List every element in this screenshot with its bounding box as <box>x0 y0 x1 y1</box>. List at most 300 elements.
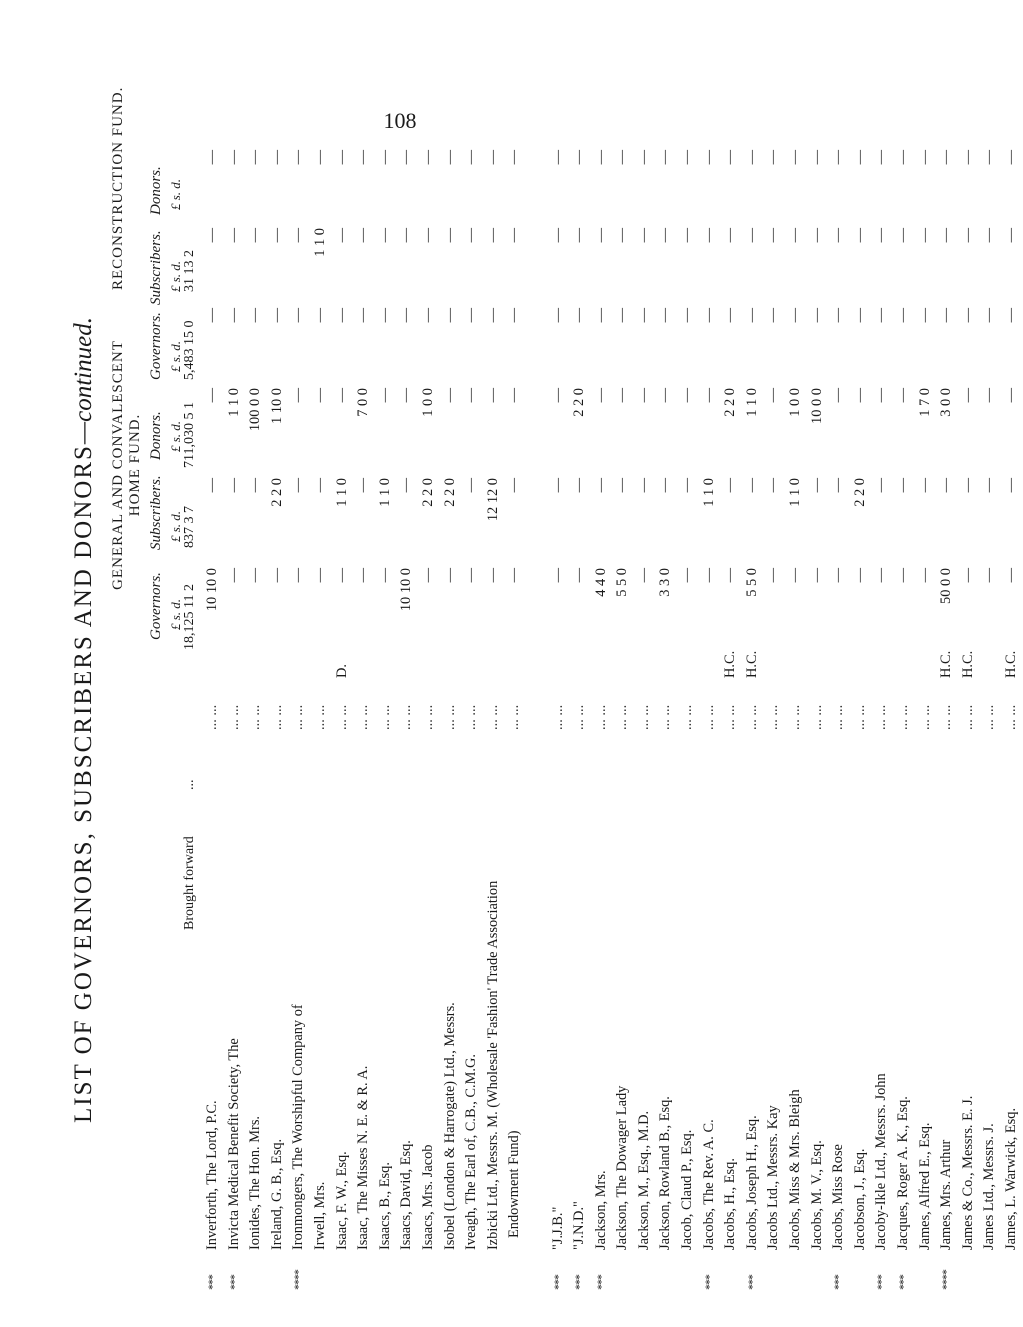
amount-cell: — <box>1002 308 1019 323</box>
amount-cell: 10 10 0 <box>398 568 415 612</box>
table-row <box>958 150 980 1290</box>
amount-cell: — <box>311 388 328 403</box>
amount-cell: — <box>959 478 976 493</box>
amount-cell: — <box>290 308 307 323</box>
row-name: James, Alfred E., Esq. <box>916 1122 933 1250</box>
leader-dots: ... ... <box>916 704 933 730</box>
leader-dots: ... ... <box>463 704 480 730</box>
amount-cell: — <box>225 568 242 583</box>
amount-cell: — <box>765 308 782 323</box>
table-row <box>1001 150 1023 1290</box>
amount-cell: — <box>355 228 372 243</box>
amount-cell: — <box>787 150 804 165</box>
row-name: Jackson, The Dowager Lady <box>614 1085 631 1250</box>
leader-dots: ... ... <box>484 704 501 730</box>
table-row <box>763 150 785 1290</box>
table-row <box>569 150 591 1290</box>
amount-cell: — <box>938 150 955 165</box>
amount-cell: — <box>851 308 868 323</box>
amount-cell: — <box>268 568 285 583</box>
leader-dots: ... ... <box>657 704 674 730</box>
brought-forward-subscribers: 837 3 7 <box>182 506 197 548</box>
amount-cell: — <box>549 308 566 323</box>
leader-dots: ... ... <box>311 704 328 730</box>
row-name: Isaac, F. W., Esq. <box>333 1151 350 1250</box>
row-name: Jacobson, J., Esq. <box>851 1148 868 1250</box>
row-name: James & Co., Messrs. E. J. <box>959 1095 976 1250</box>
amount-cell: — <box>311 150 328 165</box>
hc-mark: H.C. <box>1002 650 1019 678</box>
amount-cell: — <box>981 308 998 323</box>
amount-cell: — <box>679 228 696 243</box>
amount-cell: — <box>916 150 933 165</box>
amount-cell: — <box>311 568 328 583</box>
amount-cell: — <box>571 228 588 243</box>
amount-cell: — <box>873 568 890 583</box>
leader-dots: ... ... <box>398 704 415 730</box>
leader-dots: ... ... <box>290 704 307 730</box>
amount-cell: — <box>743 228 760 243</box>
amount-cell: — <box>204 228 220 243</box>
amount-cell: — <box>441 228 458 243</box>
amount-cell: — <box>679 308 696 323</box>
amount-cell: — <box>311 478 328 493</box>
brought-forward-dots: ... <box>182 779 197 790</box>
leader-dots: ... ... <box>571 704 588 730</box>
amount-cell: — <box>225 228 242 243</box>
amount-cell: — <box>549 150 566 165</box>
amount-cell: — <box>851 228 868 243</box>
amount-cell: — <box>247 568 264 583</box>
amount-cell: — <box>657 150 674 165</box>
amount-cell: — <box>311 308 328 323</box>
table-row <box>440 150 462 1290</box>
p-mark: D. <box>333 664 350 678</box>
table-row <box>828 150 850 1290</box>
leader-dots: ... ... <box>506 704 523 730</box>
amount-cell: — <box>830 308 847 323</box>
leader-dots: ... ... <box>722 704 739 730</box>
amount-cell: 1 1 0 <box>225 388 242 417</box>
amount-cell: 1 1 0 <box>376 478 393 507</box>
amount-cell: 1 1 0 <box>333 478 350 507</box>
amount-cell: — <box>398 478 415 493</box>
leader-dots: ... ... <box>679 704 696 730</box>
leader-dots: ... ... <box>700 704 717 730</box>
amount-cell: — <box>895 308 911 323</box>
amount-cell: — <box>506 308 523 323</box>
amount-cell: 2 2 0 <box>419 478 436 507</box>
row-name: Isobel (London & Harrogate) Ltd., Messrs. <box>441 1002 458 1250</box>
amount-cell: — <box>355 478 372 493</box>
row-mark: *** <box>831 1275 846 1290</box>
amount-cell: — <box>722 568 739 583</box>
amount-cell: — <box>679 150 696 165</box>
column-header-donors-recon: Donors. <box>148 166 164 215</box>
amount-cell: — <box>225 308 242 323</box>
amount-cell: — <box>895 388 911 403</box>
amount-cell: — <box>873 228 890 243</box>
amount-cell: — <box>808 568 825 583</box>
table-row <box>979 150 1001 1290</box>
units-label: £ s. d. <box>168 598 183 630</box>
amount-cell: — <box>679 568 696 583</box>
amount-cell: — <box>916 308 933 323</box>
amount-cell: — <box>333 568 350 583</box>
amount-cell: — <box>830 388 847 403</box>
amount-cell: — <box>830 478 847 493</box>
amount-cell: — <box>592 150 609 165</box>
amount-cell: — <box>700 150 717 165</box>
amount-cell: — <box>247 478 264 493</box>
row-name: James Ltd., Messrs. J. <box>981 1123 998 1250</box>
leader-dots: ... ... <box>355 704 372 730</box>
amount-cell: — <box>787 568 804 583</box>
row-name: Isaacs, B., Esq. <box>376 1162 393 1250</box>
amount-cell: — <box>355 150 372 165</box>
amount-cell: — <box>614 478 631 493</box>
row-name: Jacobs, H., Esq. <box>722 1158 739 1250</box>
amount-cell: — <box>895 568 911 583</box>
amount-cell: — <box>290 150 307 165</box>
table-row <box>915 150 937 1290</box>
amount-cell: — <box>398 228 415 243</box>
leader-dots: ... ... <box>765 704 782 730</box>
page-number: 108 <box>383 108 417 133</box>
row-name: Jacobs, The Rev. A. C. <box>700 1119 717 1250</box>
amount-cell: — <box>333 308 350 323</box>
amount-cell: — <box>506 478 523 493</box>
amount-cell: — <box>743 478 760 493</box>
amount-cell: 1 1 0 <box>787 478 804 507</box>
amount-cell: — <box>484 228 501 243</box>
leader-dots: ... ... <box>333 704 350 730</box>
amount-cell: — <box>830 228 847 243</box>
amount-cell: — <box>506 568 523 583</box>
column-header-donors: Donors. <box>148 411 164 460</box>
amount-cell: — <box>938 228 955 243</box>
table-row <box>936 150 958 1290</box>
amount-cell: — <box>419 228 436 243</box>
leader-dots: ... ... <box>787 704 804 730</box>
amount-cell: — <box>441 568 458 583</box>
table-row <box>310 150 332 1290</box>
amount-cell: — <box>635 308 652 323</box>
amount-cell: — <box>743 150 760 165</box>
table-row <box>699 150 721 1290</box>
amount-cell: — <box>204 150 220 165</box>
amount-cell: — <box>247 308 264 323</box>
amount-cell: — <box>441 308 458 323</box>
leader-dots: ... ... <box>981 704 998 730</box>
leader-dots: ... ... <box>830 704 847 730</box>
row-mark: *** <box>593 1275 608 1290</box>
amount-cell: — <box>225 150 242 165</box>
table-row <box>375 150 397 1290</box>
amount-cell: — <box>700 228 717 243</box>
amount-cell: — <box>959 228 976 243</box>
amount-cell: 2 2 0 <box>441 478 458 507</box>
amount-cell: — <box>463 388 480 403</box>
amount-cell: — <box>1002 388 1019 403</box>
amount-cell: — <box>333 150 350 165</box>
row-name: Jacques, Roger A. K., Esq. <box>895 1096 911 1250</box>
amount-cell: — <box>549 228 566 243</box>
amount-cell: — <box>268 228 285 243</box>
amount-cell: 5 5 0 <box>743 568 760 597</box>
amount-cell: — <box>873 478 890 493</box>
row-mark: *** <box>226 1275 241 1290</box>
amount-cell: 100 0 0 <box>247 388 264 432</box>
amount-cell: — <box>549 478 566 493</box>
table-row <box>742 150 764 1290</box>
amount-cell: — <box>398 150 415 165</box>
amount-cell: — <box>506 228 523 243</box>
amount-cell: 2 2 0 <box>571 388 588 417</box>
amount-cell: — <box>873 308 890 323</box>
row-mark: **** <box>291 1270 306 1290</box>
amount-cell: — <box>355 308 372 323</box>
amount-cell: — <box>463 228 480 243</box>
amount-cell: — <box>635 150 652 165</box>
table-row <box>677 150 699 1290</box>
amount-cell: 2 2 0 <box>268 478 285 507</box>
amount-cell: — <box>204 478 220 493</box>
group-heading-general-line2: HOME FUND. <box>127 413 143 517</box>
row-name: "J.N.D." <box>571 1201 588 1250</box>
amount-cell: — <box>614 228 631 243</box>
amount-cell: — <box>571 478 588 493</box>
amount-cell: — <box>225 478 242 493</box>
amount-cell: — <box>1002 478 1019 493</box>
brought-forward-governors-recon: 5,483 15 0 <box>182 320 197 380</box>
leader-dots: ... ... <box>895 704 911 730</box>
brought-forward-donors: 711,030 5 1 <box>182 402 197 468</box>
leader-dots: ... ... <box>808 704 825 730</box>
amount-cell: — <box>333 228 350 243</box>
amount-cell: — <box>484 308 501 323</box>
amount-cell: — <box>376 388 393 403</box>
amount-cell: — <box>959 150 976 165</box>
amount-cell: — <box>851 388 868 403</box>
row-mark: *** <box>896 1275 910 1290</box>
brought-forward-subscribers-recon: 31 13 2 <box>182 250 197 292</box>
group-heading-general <box>110 300 144 630</box>
amount-cell: — <box>290 478 307 493</box>
units-label: £ s. d. <box>168 340 183 372</box>
amount-cell: — <box>1002 228 1019 243</box>
amount-cell: — <box>657 228 674 243</box>
table-row <box>396 150 418 1290</box>
amount-cell: — <box>635 388 652 403</box>
amount-cell: — <box>765 478 782 493</box>
table-row <box>224 150 246 1290</box>
amount-cell: 1 1 0 <box>311 228 328 257</box>
row-name: Jacoby-Ikle Ltd., Messrs. John <box>873 1073 890 1250</box>
amount-cell: — <box>851 150 868 165</box>
row-name: Ireland, G. B., Esq. <box>268 1138 285 1250</box>
amount-cell: — <box>787 308 804 323</box>
leader-dots: ... ... <box>376 704 393 730</box>
amount-cell: — <box>204 308 220 323</box>
amount-cell: — <box>290 228 307 243</box>
amount-cell: — <box>635 568 652 583</box>
title-text: LIST OF GOVERNORS, SUBSCRIBERS AND DONORS <box>70 444 97 1123</box>
row-name: Isaac, The Misses N. E. & R. A. <box>355 1065 372 1250</box>
row-name: Isaacs, Mrs. Jacob <box>419 1144 436 1250</box>
amount-cell: — <box>355 568 372 583</box>
amount-cell: — <box>268 150 285 165</box>
leader-dots: ... ... <box>938 704 955 730</box>
row-name: Isaacs, David, Esq. <box>398 1140 415 1250</box>
amount-cell: — <box>635 228 652 243</box>
amount-cell: — <box>614 388 631 403</box>
amount-cell: — <box>959 568 976 583</box>
hc-mark: H.C. <box>959 650 976 678</box>
amount-cell: — <box>959 308 976 323</box>
amount-cell: — <box>765 228 782 243</box>
amount-cell: — <box>506 150 523 165</box>
amount-cell: — <box>441 388 458 403</box>
amount-cell: — <box>808 150 825 165</box>
leader-dots: ... ... <box>851 704 868 730</box>
amount-cell: 1 0 0 <box>419 388 436 417</box>
title-suffix: —continued. <box>70 317 97 445</box>
amount-cell: — <box>895 478 911 493</box>
amount-cell: — <box>851 568 868 583</box>
amount-cell: — <box>247 150 264 165</box>
amount-cell: — <box>765 150 782 165</box>
amount-cell: — <box>463 308 480 323</box>
table-row <box>418 150 440 1290</box>
amount-cell: — <box>679 478 696 493</box>
amount-cell: — <box>700 388 717 403</box>
leader-dots: ... ... <box>549 704 566 730</box>
amount-cell: — <box>398 308 415 323</box>
amount-cell: 1 1 0 <box>700 478 717 507</box>
amount-cell: — <box>419 568 436 583</box>
table-row <box>202 150 224 1290</box>
leader-dots: ... ... <box>441 704 458 730</box>
row-name: Endowment Fund) <box>506 1130 523 1238</box>
amount-cell: 7 0 0 <box>355 388 372 417</box>
row-name: Ironmongers, The Worshipful Company of <box>290 1004 307 1250</box>
amount-cell: — <box>571 150 588 165</box>
row-name: Jacobs Ltd., Messrs. Kay <box>765 1105 782 1250</box>
amount-cell: — <box>916 228 933 243</box>
table-row <box>526 150 548 1290</box>
amount-cell: — <box>700 308 717 323</box>
table-row <box>612 150 634 1290</box>
table-row <box>504 150 526 1290</box>
amount-cell: 12 12 0 <box>484 478 501 522</box>
amount-cell: — <box>916 478 933 493</box>
amount-cell: 3 3 0 <box>657 568 674 597</box>
amount-cell: — <box>787 228 804 243</box>
amount-cell: — <box>808 228 825 243</box>
hc-mark: H.C. <box>743 650 760 678</box>
row-name: James, L. Warwick, Esq. <box>1002 1107 1019 1250</box>
amount-cell: 1 10 0 <box>268 388 285 424</box>
table-row <box>785 150 807 1290</box>
group-heading-general-line1: GENERAL AND CONVALESCENT <box>110 340 126 590</box>
row-name: Jacobs, M. V., Esq. <box>808 1140 825 1250</box>
amount-cell: — <box>981 478 998 493</box>
amount-cell: — <box>981 228 998 243</box>
table-row <box>655 150 677 1290</box>
amount-cell: 50 0 0 <box>938 568 955 604</box>
table-row <box>591 150 613 1290</box>
amount-cell: — <box>1002 568 1019 583</box>
table-row <box>807 150 829 1290</box>
row-mark: *** <box>550 1275 565 1290</box>
amount-cell: — <box>1002 150 1019 165</box>
amount-cell: — <box>592 388 609 403</box>
amount-cell: — <box>484 388 501 403</box>
leader-dots: ... ... <box>247 704 264 730</box>
amount-cell: 5 5 0 <box>614 568 631 597</box>
amount-cell: 1 0 0 <box>787 388 804 417</box>
row-mark: **** <box>939 1270 954 1290</box>
amount-cell: — <box>571 308 588 323</box>
amount-cell: — <box>419 308 436 323</box>
row-mark: *** <box>572 1275 587 1290</box>
leader-dots: ... ... <box>873 704 890 730</box>
row-name: Jackson, Mrs. <box>592 1170 609 1250</box>
leader-dots: ... ... <box>268 704 285 730</box>
amount-cell: — <box>895 150 911 165</box>
amount-cell: — <box>376 150 393 165</box>
amount-cell: — <box>592 308 609 323</box>
column-header-governors: Governors. <box>148 572 164 640</box>
amount-cell: — <box>635 478 652 493</box>
amount-cell: — <box>830 568 847 583</box>
amount-cell: — <box>484 568 501 583</box>
row-name: Jackson, M., Esq., M.D. <box>635 1110 652 1250</box>
leader-dots: ... ... <box>743 704 760 730</box>
brought-forward-governors: 18,125 11 2 <box>182 584 197 650</box>
row-name: Izbicki Ltd., Messrs. M. (Wholesale 'Fashion' Trade Association <box>484 880 501 1250</box>
amount-cell: — <box>873 150 890 165</box>
row-name: Ionides, The Hon. Mrs. <box>247 1115 264 1250</box>
leader-dots: ... ... <box>419 704 436 730</box>
hc-mark: H.C. <box>938 650 955 678</box>
amount-cell: — <box>722 150 739 165</box>
row-name: Jacobs, Joseph H., Esq. <box>743 1115 760 1250</box>
amount-cell: 4 4 0 <box>592 568 609 597</box>
table-row <box>548 150 570 1290</box>
amount-cell: — <box>484 150 501 165</box>
amount-cell: — <box>549 388 566 403</box>
table-row <box>245 150 267 1290</box>
amount-cell: — <box>657 478 674 493</box>
amount-cell: — <box>700 568 717 583</box>
row-name: Jacobs, Miss & Mrs. Bleigh <box>787 1089 804 1250</box>
amount-cell: — <box>722 228 739 243</box>
column-header-subscribers-recon: Subscribers. <box>148 230 164 305</box>
units-label: £ s. d. <box>168 510 183 542</box>
table-row <box>353 150 375 1290</box>
column-header-subscribers: Subscribers. <box>148 475 164 550</box>
amount-cell: — <box>571 568 588 583</box>
table-row <box>850 150 872 1290</box>
amount-cell: — <box>765 568 782 583</box>
units-label: £ s. d. <box>168 260 183 292</box>
amount-cell: — <box>290 568 307 583</box>
amount-cell: — <box>290 388 307 403</box>
amount-cell: — <box>592 228 609 243</box>
amount-cell: — <box>657 388 674 403</box>
